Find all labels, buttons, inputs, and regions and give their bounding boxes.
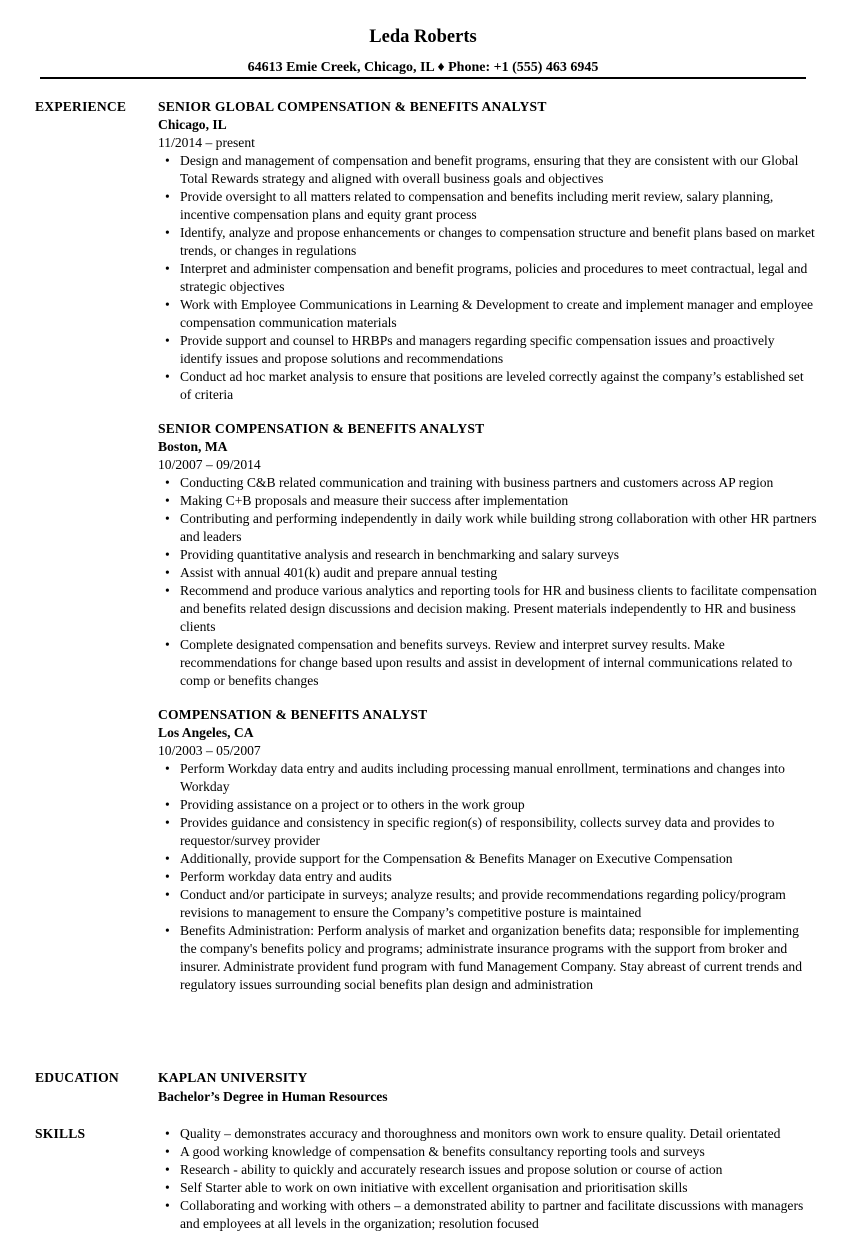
skills-body — [158, 1125, 818, 1233]
bullet-item: • Conduct ad hoc market analysis to ensure that positions are leveled correctly against the company’s established set of criteria — [180, 368, 818, 404]
education-body — [158, 1069, 818, 1106]
job-title: COMPENSATION & BENEFITS ANALYST — [158, 707, 428, 722]
bullet-item: • Conducting C&B related communication and training with business partners and customers across AP region — [180, 474, 818, 492]
section-label-education: EDUCATION — [35, 1070, 119, 1085]
job-entry — [158, 98, 818, 404]
degree: Bachelor’s Degree in Human Resources — [158, 1089, 388, 1104]
candidate-name: Leda Roberts — [369, 27, 477, 47]
bullet-item: • Design and management of compensation and benefit programs, ensuring that they are consistent with our Global Total Rewards strategy and aligned with overall business goals and objectives — [180, 152, 818, 188]
job-bullets — [158, 760, 818, 994]
bullet-item: • Making C+B proposals and measure their success after implementation — [180, 492, 818, 510]
contact-line: 64613 Emie Creek, Chicago, IL ♦ Phone: +1 (555) 463 6945 — [247, 60, 599, 75]
skill-item: • Research - ability to quickly and accurately research issues and propose solution or course of action — [180, 1161, 818, 1179]
job-dates: 10/2007 – 09/2014 — [158, 457, 261, 472]
skill-item: • Quality – demonstrates accuracy and thoroughness and monitors own work to ensure quality. Detail orientated — [180, 1125, 818, 1143]
school-name: KAPLAN UNIVERSITY — [158, 1070, 308, 1085]
bullet-item: • Contributing and performing independently in daily work while building strong collaboration with other HR partners and leaders — [180, 510, 818, 546]
job-dates: 10/2003 – 05/2007 — [158, 743, 261, 758]
job-title: SENIOR COMPENSATION & BENEFITS ANALYST — [158, 421, 485, 436]
job-location: Chicago, IL — [158, 117, 227, 132]
skill-item: • A good working knowledge of compensation & benefits consultancy reporting tools and surveys — [180, 1143, 818, 1161]
bullet-item: • Interpret and administer compensation and benefit programs, policies and procedures to meet contractual, legal and strategic objectives — [180, 260, 818, 296]
job-entry — [158, 706, 818, 994]
bullet-item: • Recommend and produce various analytics and reporting tools for HR and business clients to facilitate compensation and benefits related design discussions and decision making. Present materials independently to HR and business clients — [180, 582, 818, 636]
bullet-item: • Perform workday data entry and audits — [180, 868, 818, 886]
job-bullets — [158, 152, 818, 404]
job-dates: 11/2014 – present — [158, 135, 255, 150]
bullet-item: • Benefits Administration: Perform analysis of market and organization benefits data; responsible for implementing the company's benefits policy and programs; administrate insurance programs with the support from broker and insurer. Administrate provident fund program with fund Management Company. Stay abreast of current trends and regulatory issues surrounding social benefits plan design and administration — [180, 922, 818, 994]
section-label-experience: EXPERIENCE — [35, 99, 127, 114]
skill-item: • Collaborating and working with others – a demonstrated ability to partner and facilitate discussions with managers and employees at all levels in the organization; resolution focused — [180, 1197, 818, 1233]
section-label-skills: SKILLS — [35, 1126, 86, 1141]
skills-list — [158, 1125, 818, 1233]
job-title: SENIOR GLOBAL COMPENSATION & BENEFITS ANALYST — [158, 99, 547, 114]
skill-item: • Self Starter able to work on own initiative with excellent organisation and prioritisation skills — [180, 1179, 818, 1197]
job-location: Los Angeles, CA — [158, 725, 254, 740]
bullet-item: • Work with Employee Communications in Learning & Development to create and implement manager and employee compensation communication materials — [180, 296, 818, 332]
bullet-item: • Identify, analyze and propose enhancements or changes to compensation structure and benefit plans based on market trends, or changes in regulations — [180, 224, 818, 260]
experience-body — [158, 98, 818, 1010]
bullet-item: • Provides guidance and consistency in specific region(s) of responsibility, collects survey data and provides to requestor/survey provider — [180, 814, 818, 850]
bullet-item: • Assist with annual 401(k) audit and prepare annual testing — [180, 564, 818, 582]
bullet-item: • Providing quantitative analysis and research in benchmarking and salary surveys — [180, 546, 818, 564]
bullet-item: • Provide support and counsel to HRBPs and managers regarding specific compensation issues and proactively identify issues and propose solutions and recommendations — [180, 332, 818, 368]
bullet-item: • Perform Workday data entry and audits including processing manual enrollment, terminations and changes into Workday — [180, 760, 818, 796]
bullet-item: • Providing assistance on a project or to others in the work group — [180, 796, 818, 814]
bullet-item: • Complete designated compensation and benefits surveys. Review and interpret survey results. Make recommendations for change based upon results and assist in development of internal communications related to comp or benefits changes — [180, 636, 818, 690]
header-divider — [40, 77, 806, 79]
job-bullets — [158, 474, 818, 690]
bullet-item: • Additionally, provide support for the Compensation & Benefits Manager on Executive Compensation — [180, 850, 818, 868]
bullet-item: • Conduct and/or participate in surveys; analyze results; and provide recommendations regarding policy/program revisions to management to ensure the Company’s competitive posture is maintained — [180, 886, 818, 922]
bullet-item: • Provide oversight to all matters related to compensation and benefits including merit review, salary planning, incentive compensation plans and equity grant process — [180, 188, 818, 224]
job-entry — [158, 420, 818, 690]
job-location: Boston, MA — [158, 439, 228, 454]
